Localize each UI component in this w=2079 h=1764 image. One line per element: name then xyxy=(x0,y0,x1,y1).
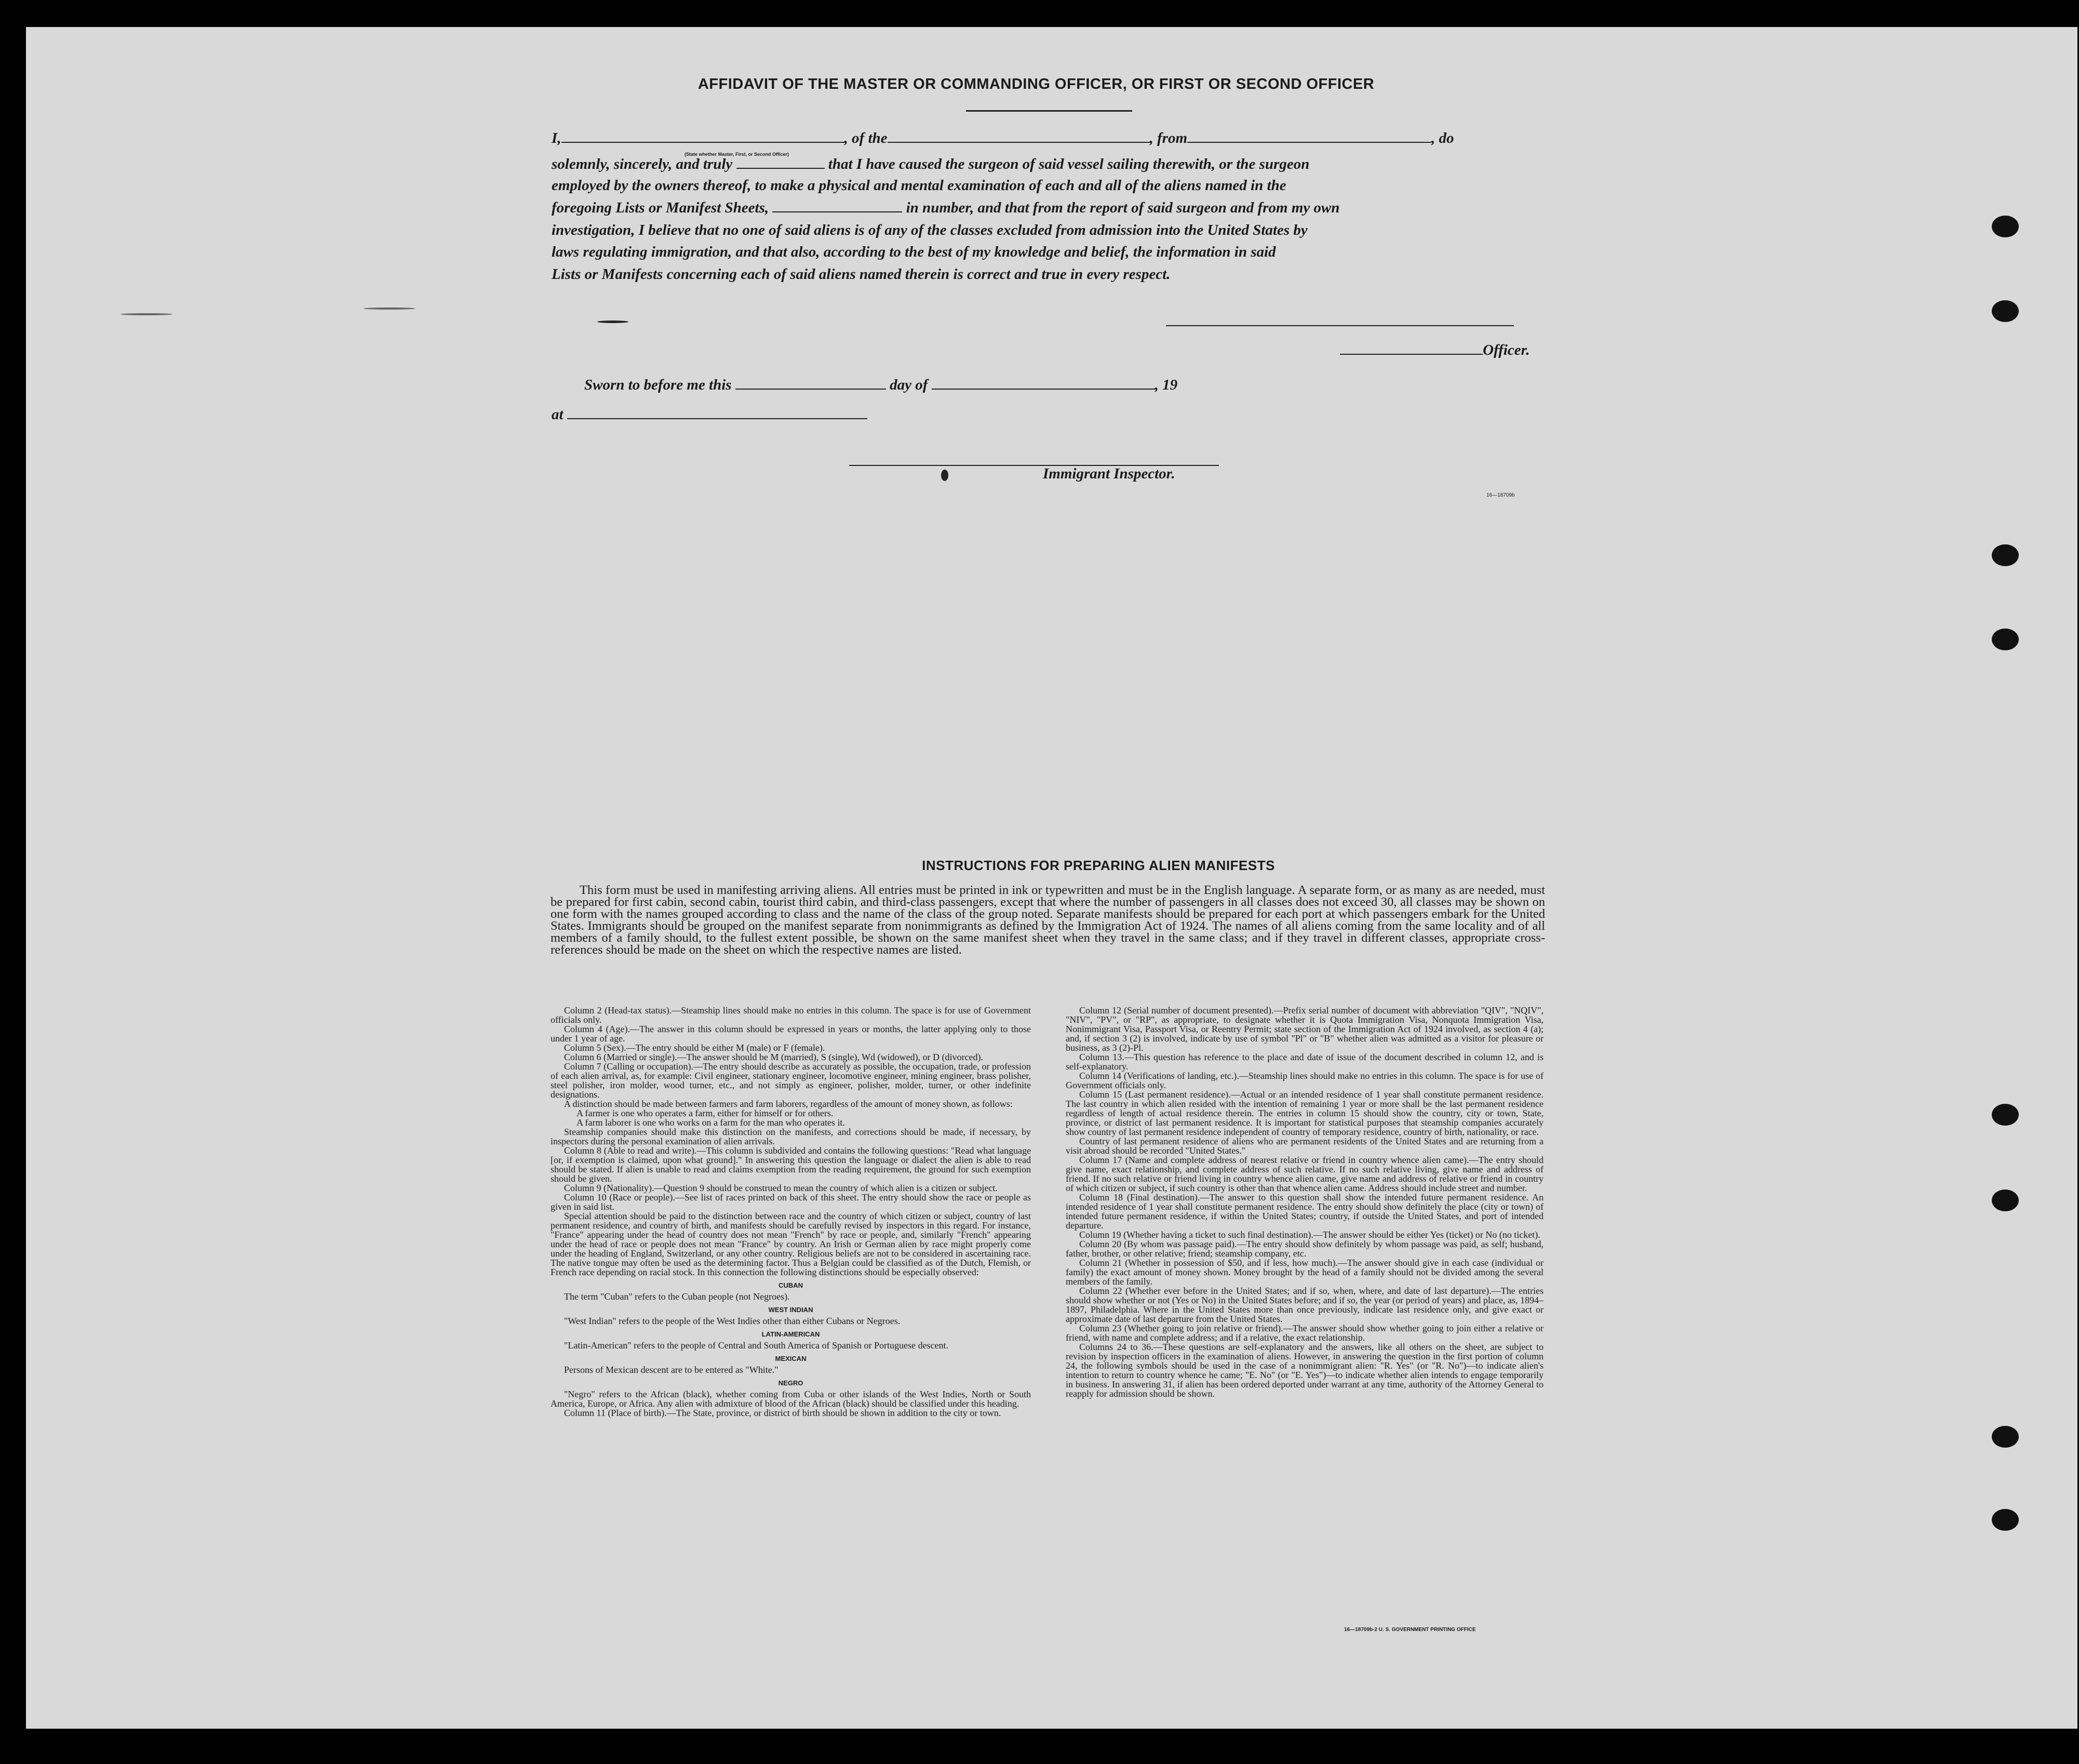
column-17-text: Column 17 (Name and complete address of nearest relative or friend in country whence alien came).—The entry should give name, exact relationship, and complete address of such relative. If no such relative living, give name and address of friend. If no such relative or friend living in country whence alien came, give name and address of relative or friend in country of which citizen or subject, if such country is other than that whence alien came. Address should include street and number. xyxy=(1066,1155,1544,1193)
column-13-text: Column 13.—This question has reference to the place and date of issue of the document described in column 12, and is self-explanatory. xyxy=(1066,1052,1544,1072)
sworn-line: Sworn to before me this day of , 19 xyxy=(584,377,1178,393)
columns-24-36-text: Columns 24 to 36.—These questions are self-explanatory and the answers, like all others on the sheet, are subject to revision by inspection officers in the examination of aliens. However, in answering the question in the first portion of column 24, the following symbols should be used in the case of a nonimmigrant alien: "R. Yes" (or "R. No")—to indicate alien's intention to return to country whence he came; "E. No" (or "E. Yes")—to indicate whether alien intends to engage temporarily in business. In answering 31, if alien has been ordered deported under warrant at any time, authority of the Attorney General to reapply for admission should be shown. xyxy=(1066,1342,1544,1399)
negro-text: "Negro" refers to the African (black), whether coming from Cuba or other islands of the West Indies, North or South America, Europe, or Africa. Any alien with admixture of blood of the African (black) should be classified under this heading. xyxy=(551,1389,1031,1409)
affidavit-line-6: laws regulating immigration, and that also, according to the best of my knowledge and belief, the information in said xyxy=(552,244,1276,260)
farm-laborer-definition: A farm laborer is one who works on a farm for the man who operates it. xyxy=(576,1117,845,1128)
officer-rank-note: (State whether Master, First, or Second Officer) xyxy=(685,152,789,157)
inspector-label: Immigrant Inspector. xyxy=(1043,465,1175,482)
west-indian-text: "West Indian" refers to the people of the West Indies other than either Cubans or Negroes. xyxy=(564,1316,901,1326)
punch-hole xyxy=(1992,1426,2019,1448)
affidavit-line-4: foregoing Lists or Manifest Sheets, in number, and that from the report of said surgeon and from my own xyxy=(552,199,1340,216)
ink-smudge xyxy=(364,308,415,310)
punch-hole xyxy=(1992,629,2019,650)
column-23-text: Column 23 (Whether going to join relative or friend).—The answer should show whether going to join either a relative or friend, with name and complete address; and if a relative, the exact relationship. xyxy=(1066,1323,1544,1343)
column-4-text: Column 4 (Age).—The answer in this column should be expressed in years or months, the latter applying only to those under 1 year of age. xyxy=(551,1024,1031,1044)
column-19-text: Column 19 (Whether having a ticket to such final destination).—The answer should be either Yes (ticket) or No (no ticket). xyxy=(1079,1230,1540,1240)
cuban-text: The term "Cuban" refers to the Cuban people (not Negroes). xyxy=(564,1291,790,1302)
affidavit-line-1: I, , of the , from , do xyxy=(552,130,1454,146)
punch-hole xyxy=(1992,544,2019,566)
ink-smudge xyxy=(941,470,948,481)
heading-cuban: CUBAN xyxy=(779,1281,803,1289)
ink-smudge xyxy=(597,320,628,323)
at-line: at xyxy=(552,406,867,423)
form-number: 16—18709b xyxy=(1486,492,1515,498)
mexican-text: Persons of Mexican descent are to be entered as "White." xyxy=(564,1365,779,1375)
column-20-text: Column 20 (By whom was passage paid).—The entry should show definitely by whom passage was paid, as self; husband, father, brother, or other relative; friend; steamship company, etc. xyxy=(1066,1239,1544,1259)
column-8-text: Column 8 (Able to read and write).—This column is subdivided and contains the following questions: "Read what language [or, if exemption is claimed, upon what ground]." In answering this question the language or dialect the alien is able to read should be stated. If alien is unable to read and claims exemption from the reading requirement, the ground for such exemption should be given. xyxy=(551,1145,1031,1184)
column-7-text: Column 7 (Calling or occupation).—The entry should describe as accurately as possible, the occupation, trade, or profession of each alien arrival, as, for example: Civil engineer, stationary engineer, locomotive engineer, mining engineer, brass polisher, steel polisher, iron molder, wood turner, etc., and not simply as engineer, polisher, molder, turner, or other indefinite designations. xyxy=(551,1061,1031,1100)
affidavit-line-5: investigation, I believe that no one of said aliens is of any of the classes excluded from admission into the United States by xyxy=(552,222,1308,238)
instructions-right-column xyxy=(1066,1006,1544,1398)
printing-office-footer: 16—18709b-2 U. S. GOVERNMENT PRINTING OFFICE xyxy=(1344,1627,1476,1633)
punch-hole xyxy=(1992,216,2019,237)
column-9-text: Column 9 (Nationality).—Question 9 should be construed to mean the country of which alien is a citizen or subject. xyxy=(564,1183,998,1193)
latin-american-text: "Latin-American" refers to the people of Central and South America of Spanish or Portuguese descent. xyxy=(564,1340,948,1351)
column-10-text: Column 10 (Race or people).—See list of races printed on back of this sheet. The entry should show the race or people as given in said list. xyxy=(551,1192,1031,1212)
punch-hole xyxy=(1992,1509,2019,1531)
column-12-text: Column 12 (Serial number of document presented).—Prefix serial number of document with abbreviation "QIV", "NQIV", "NIV", "PV", or "RP", as appropriate, to designate whether it is Quota Immigration Visa, Nonquota Immigration Visa, Nonimmigrant Visa, Passport Visa, or Reentry Permit; state section of the Immigration Act of 1924 involved, as section 4 (a); and, if section 3 (2) is involved, indicate by use of symbol "Pl" or "B" whether alien was admitted as a visitor for pleasure or business, as 3 (2)-Pl. xyxy=(1066,1005,1544,1053)
instructions-intro: This form must be used in manifesting arriving aliens. All entries must be printed in ink or typewritten and must be in the English language. A separate form, or as many as are needed, must be prepared for first cabin, second cabin, tourist third cabin, and third-class passengers, except that where the number of passengers in all classes does not exceed 30, all classes may be shown on one form with the names grouped according to class and the name of the class of the group noted. Separate manifests should be prepared for each port at which passengers embark for the United States. Immigrants should be grouped on the manifest separate from nonimmigrants as defined by the Immigration Act of 1924. The names of all aliens coming from the same locality and of all members of a family should, to the fullest extent possible, be shown on the same manifest sheet when they travel in the same class; and if they travel in different classes, appropriate cross-references should be made on the sheet on which the respective names are listed. xyxy=(551,883,1545,957)
officer-signature: Officer. xyxy=(1340,342,1530,359)
instructions-title: INSTRUCTIONS FOR PREPARING ALIEN MANIFESTS xyxy=(922,858,1275,873)
column-15-text: Column 15 (Last permanent residence).—Actual or an intended residence of 1 year shall constitute permanent residence. The last country in which alien resided with the intention of remaining 1 year or more shall be the last permanent residence regardless of length of actual residence therein. The entries in column 15 should show the country, city or town, State, province, or district of last permanent residence. It is important for statistical purposes that steamship companies accurately show country of last permanent residence independent of country of temporary residence, country of birth, nationality, or race. xyxy=(1066,1089,1544,1137)
ink-smudge xyxy=(120,313,172,315)
column-7-steamship: Steamship companies should make this distinction on the manifests, and corrections should be made, if necessary, by inspectors during the personal examination of alien arrivals. xyxy=(551,1127,1031,1146)
heading-mexican: MEXICAN xyxy=(775,1355,807,1362)
affidavit-line-3: employed by the owners thereof, to make a physical and mental examination of each and all of the aliens named in the xyxy=(552,177,1286,194)
punch-hole xyxy=(1992,1190,2019,1211)
column-7-distinction: A distinction should be made between farmers and farm laborers, regardless of the amount of money shown, as follows: xyxy=(564,1099,1013,1109)
affidavit-title: AFFIDAVIT OF THE MASTER OR COMMANDING OFFICER, OR FIRST OR SECOND OFFICER xyxy=(698,76,1375,92)
punch-hole xyxy=(1992,300,2019,322)
column-10-special: Special attention should be paid to the distinction between race and the country of which citizen or subject, country of last permanent residence, and country of birth, and manifests should be carefully revised by inspectors in this regard. For instance, "France" appearing under the head of country does not mean "French" by race or people, and, similarly "French" appearing under the head of race or people does not mean "France" by country. An Irish or German alien by race might properly come under the heading of England, Switzerland, or any other country. Religious beliefs are not to be considered in ascertaining race. The native tongue may often be used as the determining factor. Thus a Belgian could be classified as of the Dutch, Flemish, or French race depending on racial stock. In this connection the following distinctions should be especially observed: xyxy=(551,1211,1031,1277)
column-22-text: Column 22 (Whether ever before in the United States; and if so, when, where, and date of last departure).—The entries should show whether or not (Yes or No) in the United States before; and if so, the year (or period of years) and place, as, 1894–1897, Philadelphia. Where in the United States more than once previously, indicate last residence only, and give exact or approximate date of last departure from the United States. xyxy=(1066,1286,1544,1324)
column-6-text: Column 6 (Married or single).—The answer should be M (married), S (single), Wd (widowed), or D (divorced). xyxy=(564,1052,983,1062)
column-2-text: Column 2 (Head-tax status).—Steamship lines should make no entries in this column. The space is for use of Government officials only. xyxy=(551,1005,1031,1025)
punch-hole xyxy=(1992,1104,2019,1126)
title-rule xyxy=(966,110,1132,112)
column-11-text: Column 11 (Place of birth).—The State, province, or district of birth should be shown in addition to the city or town. xyxy=(564,1408,1001,1418)
heading-negro: NEGRO xyxy=(778,1379,803,1387)
farmer-definition: A farmer is one who operates a farm, either for himself or for others. xyxy=(576,1108,834,1118)
heading-latin-american: LATIN-AMERICAN xyxy=(761,1330,820,1338)
column-21-text: Column 21 (Whether in possession of $50, and if less, how much).—The answer should give in each case (individual or family) the exact amount of money shown. Money brought by the head of a family should not be divided among the several members of the family. xyxy=(1066,1258,1544,1287)
instructions-left-column xyxy=(551,1006,1031,1418)
heading-west-indian: WEST INDIAN xyxy=(768,1306,813,1314)
affidavit-line-2: solemnly, sincerely, and truly that I have caused the surgeon of said vessel sailing therewith, or the surgeon xyxy=(552,156,1310,172)
signature-line xyxy=(1166,325,1514,326)
affidavit-line-7: Lists or Manifests concerning each of said aliens named therein is correct and true in every respect. xyxy=(552,266,1171,283)
column-14-text: Column 14 (Verifications of landing, etc.).—Steamship lines should make no entries in this column. The space is for use of Government officials only. xyxy=(1066,1071,1544,1090)
column-18-text: Column 18 (Final destination).—The answer to this question shall show the intended future permanent residence. An intended residence of 1 year shall constitute permanent residence. The entry should show definitely the place (city or town) of intended future permanent residence, if within the United States; country, if outside the United States, and port of intended departure. xyxy=(1066,1192,1544,1231)
column-5-text: Column 5 (Sex).—The entry should be either M (male) or F (female). xyxy=(564,1043,825,1053)
column-15-country: Country of last permanent residence of aliens who are permanent residents of the United States and are returning from a visit abroad should be recorded "United States." xyxy=(1066,1136,1544,1156)
